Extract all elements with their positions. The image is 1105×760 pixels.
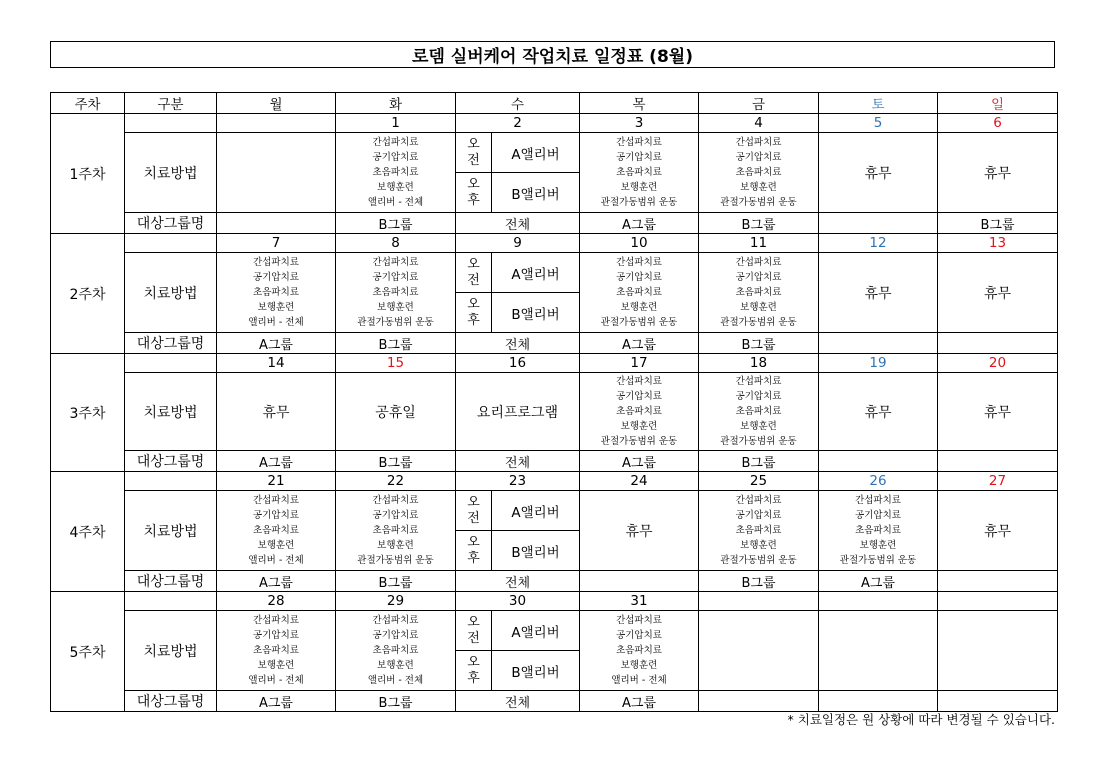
week3-am-row [51, 373, 1058, 412]
week5-group-row [51, 691, 1058, 712]
group-cell: A그룹 [580, 333, 699, 354]
b-elliver-cell: B앨리버 [492, 651, 580, 691]
date-cell: 25 [699, 472, 819, 491]
pm-label: 오 후 [456, 173, 492, 213]
rest-cell: 휴무 [819, 253, 938, 333]
therapy-cell: 간섭파치료 공기압치료 초음파치료 보행훈련 관절가동범위 운동 [336, 491, 456, 571]
group-cell: B그룹 [699, 451, 819, 472]
a-elliver-cell: A앨리버 [492, 611, 580, 651]
therapy-cell: 간섭파치료 공기압치료 초음파치료 보행훈련 관절가동범위 운동 [699, 253, 819, 333]
group-label: 대상그룹명 [125, 691, 217, 712]
b-elliver-cell: B앨리버 [492, 293, 580, 333]
therapy-cell: 간섭파치료 공기압치료 초음파치료 보행훈련 관절가동범위 운동 [699, 133, 819, 213]
rest-cell: 휴무 [580, 491, 699, 571]
date-cell: 11 [699, 234, 819, 253]
header-mon: 월 [217, 93, 336, 114]
week-label: 4주차 [51, 472, 125, 592]
date-cell: 18 [699, 354, 819, 373]
group-cell: A그룹 [217, 691, 336, 712]
group-cell [938, 571, 1058, 592]
group-cell: 전체 [456, 691, 580, 712]
group-cell: 전체 [456, 571, 580, 592]
group-cell: 전체 [456, 451, 580, 472]
group-cell [699, 691, 819, 712]
therapy-cell: 간섭파치료 공기압치료 초음파치료 보행훈련 앨리버 - 전체 [217, 253, 336, 333]
rest-cell: 휴무 [819, 133, 938, 213]
date-cell [699, 592, 819, 611]
rest-cell: 휴무 [938, 373, 1058, 451]
group-label: 대상그룹명 [125, 451, 217, 472]
week-label: 3주차 [51, 354, 125, 472]
date-cell: 12 [819, 234, 938, 253]
date-cell: 28 [217, 592, 336, 611]
rest-cell: 휴무 [819, 373, 938, 451]
method-label: 치료방법 [125, 611, 217, 691]
footnote: * 치료일정은 원 상황에 따라 변경될 수 있습니다. [787, 712, 1055, 727]
pm-label: 오 후 [456, 651, 492, 691]
week3-date-row [51, 354, 1058, 373]
week2-date-row [51, 234, 1058, 253]
category-empty [125, 114, 217, 133]
date-cell: 4 [699, 114, 819, 133]
rest-cell: 휴무 [938, 491, 1058, 571]
date-cell: 24 [580, 472, 699, 491]
header-fri: 금 [699, 93, 819, 114]
date-cell: 15 [336, 354, 456, 373]
group-cell: B그룹 [699, 213, 819, 234]
rest-cell: 휴무 [938, 253, 1058, 333]
group-cell [819, 691, 938, 712]
group-cell [938, 451, 1058, 472]
pm-label: 오 후 [456, 293, 492, 333]
pm-label: 오 후 [456, 531, 492, 571]
group-cell: A그룹 [580, 691, 699, 712]
date-cell: 16 [456, 354, 580, 373]
category-empty [125, 234, 217, 253]
therapy-cell [699, 611, 819, 691]
group-label: 대상그룹명 [125, 333, 217, 354]
date-cell: 23 [456, 472, 580, 491]
week1-date-row [51, 114, 1058, 133]
method-label: 치료방법 [125, 373, 217, 451]
date-cell: 7 [217, 234, 336, 253]
category-empty [125, 354, 217, 373]
week-label: 2주차 [51, 234, 125, 354]
group-cell: A그룹 [819, 571, 938, 592]
therapy-cell: 간섭파치료 공기압치료 초음파치료 보행훈련 관절가동범위 운동 [580, 253, 699, 333]
date-cell: 22 [336, 472, 456, 491]
date-cell: 30 [456, 592, 580, 611]
header-row [51, 93, 1058, 114]
a-elliver-cell: A앨리버 [492, 253, 580, 293]
week5-am-row [51, 611, 1058, 651]
date-cell: 9 [456, 234, 580, 253]
date-cell: 6 [938, 114, 1058, 133]
date-cell: 27 [938, 472, 1058, 491]
header-thu: 목 [580, 93, 699, 114]
date-cell: 10 [580, 234, 699, 253]
group-cell: 전체 [456, 213, 580, 234]
date-cell: 31 [580, 592, 699, 611]
category-empty [125, 472, 217, 491]
therapy-cell: 간섭파치료 공기압치료 초음파치료 보행훈련 관절가동범위 운동 [336, 253, 456, 333]
b-elliver-cell: B앨리버 [492, 531, 580, 571]
header-category: 구분 [125, 93, 217, 114]
header-sat: 토 [819, 93, 938, 114]
date-cell: 19 [819, 354, 938, 373]
am-label: 오 전 [456, 611, 492, 651]
a-elliver-cell: A앨리버 [492, 133, 580, 173]
week1-group-row [51, 213, 1058, 234]
therapy-cell: 간섭파치료 공기압치료 초음파치료 보행훈련 관절가동범위 운동 [580, 373, 699, 451]
date-cell [217, 114, 336, 133]
group-cell: B그룹 [336, 213, 456, 234]
group-cell: A그룹 [580, 213, 699, 234]
date-cell: 14 [217, 354, 336, 373]
week4-date-row [51, 472, 1058, 491]
week4-am-row [51, 491, 1058, 531]
group-cell [819, 333, 938, 354]
therapy-cell: 간섭파치료 공기압치료 초음파치료 보행훈련 앨리버 - 전체 [217, 491, 336, 571]
date-cell: 2 [456, 114, 580, 133]
page-title: 로뎀 실버케어 작업치료 일정표 (8월) [50, 41, 1055, 68]
method-label: 치료방법 [125, 133, 217, 213]
week3-group-row [51, 451, 1058, 472]
date-cell: 29 [336, 592, 456, 611]
therapy-cell: 간섭파치료 공기압치료 초음파치료 보행훈련 관절가동범위 운동 [580, 133, 699, 213]
rest-cell: 휴무 [938, 133, 1058, 213]
week-label: 1주차 [51, 114, 125, 234]
a-elliver-cell: A앨리버 [492, 491, 580, 531]
group-cell: 전체 [456, 333, 580, 354]
group-cell: A그룹 [217, 571, 336, 592]
therapy-cell [217, 133, 336, 213]
group-cell: B그룹 [699, 571, 819, 592]
b-elliver-cell: B앨리버 [492, 173, 580, 213]
rest-cell: 휴무 [217, 373, 336, 451]
schedule-table [50, 92, 1058, 712]
therapy-cell [938, 611, 1058, 691]
date-cell: 26 [819, 472, 938, 491]
group-cell: A그룹 [217, 451, 336, 472]
therapy-cell: 간섭파치료 공기압치료 초음파치료 보행훈련 앨리버 - 전체 [336, 611, 456, 691]
date-cell: 8 [336, 234, 456, 253]
week-label: 5주차 [51, 592, 125, 712]
date-cell [938, 592, 1058, 611]
group-cell: B그룹 [699, 333, 819, 354]
therapy-cell: 간섭파치료 공기압치료 초음파치료 보행훈련 관절가동범위 운동 [699, 491, 819, 571]
date-cell [819, 592, 938, 611]
am-label: 오 전 [456, 491, 492, 531]
header-tue: 화 [336, 93, 456, 114]
group-cell: B그룹 [336, 451, 456, 472]
therapy-cell [819, 611, 938, 691]
group-label: 대상그룹명 [125, 213, 217, 234]
holiday-cell: 공휴일 [336, 373, 456, 451]
group-cell: A그룹 [580, 451, 699, 472]
group-cell [938, 333, 1058, 354]
method-label: 치료방법 [125, 253, 217, 333]
therapy-cell: 간섭파치료 공기압치료 초음파치료 보행훈련 앨리버 - 전체 [217, 611, 336, 691]
group-cell: A그룹 [217, 333, 336, 354]
week2-group-row [51, 333, 1058, 354]
therapy-cell: 간섭파치료 공기압치료 초음파치료 보행훈련 관절가동범위 운동 [699, 373, 819, 451]
date-cell: 21 [217, 472, 336, 491]
am-label: 오 전 [456, 133, 492, 173]
cooking-program-cell: 요리프로그램 [456, 373, 580, 451]
date-cell: 17 [580, 354, 699, 373]
date-cell: 1 [336, 114, 456, 133]
category-empty [125, 592, 217, 611]
therapy-cell: 간섭파치료 공기압치료 초음파치료 보행훈련 앨리버 - 전체 [336, 133, 456, 213]
week4-group-row [51, 571, 1058, 592]
header-wed: 수 [456, 93, 580, 114]
week5-date-row [51, 592, 1058, 611]
group-cell: B그룹 [938, 213, 1058, 234]
group-cell: B그룹 [336, 571, 456, 592]
group-cell [217, 213, 336, 234]
group-cell [580, 571, 699, 592]
group-cell [819, 451, 938, 472]
header-sun: 일 [938, 93, 1058, 114]
therapy-cell: 간섭파치료 공기압치료 초음파치료 보행훈련 앨리버 - 전체 [580, 611, 699, 691]
week2-am-row [51, 253, 1058, 293]
group-cell: B그룹 [336, 333, 456, 354]
week1-am-row [51, 133, 1058, 173]
group-cell [938, 691, 1058, 712]
therapy-cell: 간섭파치료 공기압치료 초음파치료 보행훈련 관절가동범위 운동 [819, 491, 938, 571]
group-label: 대상그룹명 [125, 571, 217, 592]
date-cell: 3 [580, 114, 699, 133]
header-week: 주차 [51, 93, 125, 114]
date-cell: 20 [938, 354, 1058, 373]
group-cell: B그룹 [336, 691, 456, 712]
method-label: 치료방법 [125, 491, 217, 571]
date-cell: 5 [819, 114, 938, 133]
am-label: 오 전 [456, 253, 492, 293]
date-cell: 13 [938, 234, 1058, 253]
group-cell [819, 213, 938, 234]
